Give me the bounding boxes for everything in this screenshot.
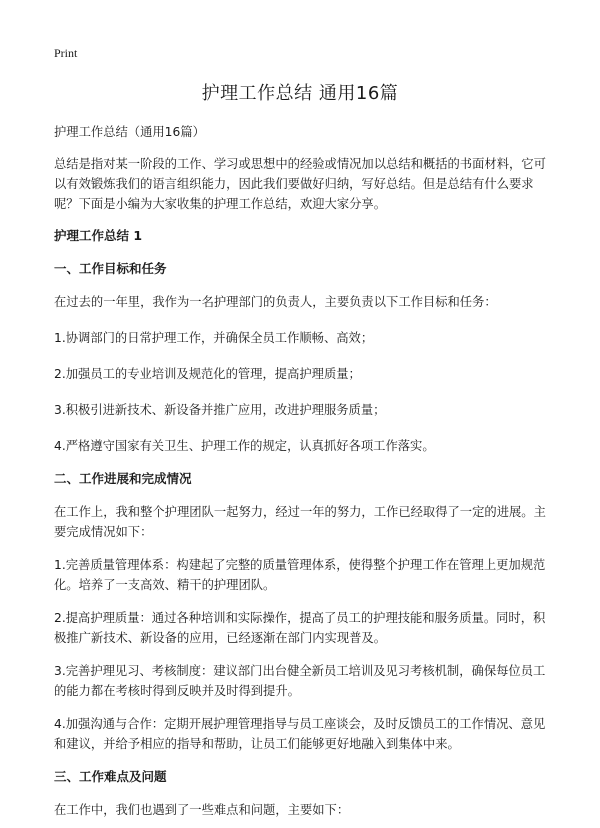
part2-lead: 在工作上，我和整个护理团队一起努力，经过一年的努力，工作已经取得了一定的进展。主要完成情况如下： (54, 505, 546, 539)
part2-item-4: 4.加强沟通与合作：定期开展护理管理指导与员工座谈会，及时反馈员工的工作情况、意见和建议，并给予相应的指导和帮助，让员工们能够更好地融入到集体中来。 (54, 717, 546, 751)
subtitle: 护理工作总结（通用16篇） (54, 125, 205, 139)
part2-heading: 二、工作进展和完成情况 (54, 471, 192, 486)
part1-heading: 一、工作目标和任务 (54, 261, 167, 276)
part2-item-2: 2.提高护理质量：通过各种培训和实际操作，提高了员工的护理技能和服务质量。同时，积极推广新技术、新设备的应用，已经逐渐在部门内实现普及。 (54, 611, 546, 645)
part2-item-1: 1.完善质量管理体系：构建起了完整的质量管理体系，使得整个护理工作在管理上更加规范化。培养了一支高效、精干的护理团队。 (54, 558, 546, 592)
part3-heading: 三、工作难点及问题 (54, 769, 167, 784)
part2-item-3: 3.完善护理见习、考核制度：建议部门出台健全新员工培训及见习考核机制，确保每位员工的能力都在考核时得到反映并及时得到提升。 (54, 664, 546, 698)
part1-item-1: 1.协调部门的日常护理工作，并确保全员工作顺畅、高效； (54, 331, 374, 345)
part3-lead: 在工作中，我们也遇到了一些难点和问题，主要如下： (54, 803, 350, 817)
part1-lead: 在过去的一年里，我作为一名护理部门的负责人，主要负责以下工作目标和任务： (54, 295, 497, 309)
intro-paragraph: 总结是指对某一阶段的工作、学习或思想中的经验或情况加以总结和概括的书面材料，它可以有效锻炼我们的语言组织能力，因此我们要做好归纳，写好总结。但是总结有什么要求呢？下面是小编为大家收集的护理工作总结，欢迎大家分享。 (54, 157, 546, 211)
article-body (54, 122, 550, 820)
part1-item-2: 2.加强员工的专业培训及规范化的管理，提高护理质量； (54, 367, 361, 381)
section-heading: 护理工作总结 1 (54, 228, 143, 243)
part1-item-4: 4.严格遵守国家有关卫生、护理工作的规定，认真抓好各项工作落实。 (54, 439, 435, 453)
part1-item-3: 3.积极引进新技术、新设备并推广应用，改进护理服务质量； (54, 403, 386, 417)
print-link[interactable]: Print (54, 46, 78, 60)
page-title: 护理工作总结 通用16篇 (201, 83, 399, 104)
